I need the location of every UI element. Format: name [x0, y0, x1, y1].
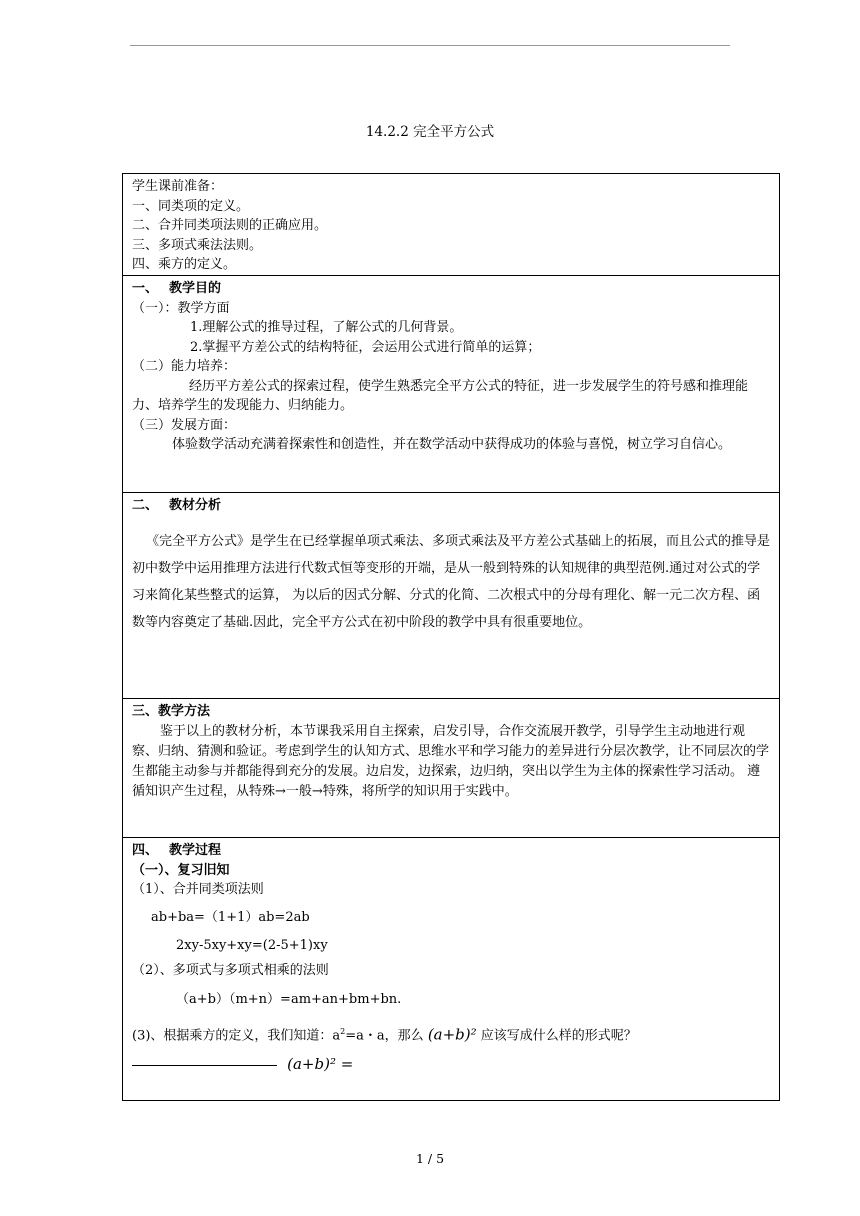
process-heading: 四、 教学过程	[132, 843, 222, 858]
lesson-plan-table	[122, 173, 780, 1101]
equation: ab+ba=（1+1）ab=2ab	[151, 909, 310, 925]
page-title: 14.2.2 完全平方公式	[365, 124, 495, 140]
page-number: 1 / 5	[415, 1151, 445, 1166]
prep-line: 四、乘方的定义。	[132, 257, 237, 272]
q3-middle: =a・a，那么	[345, 1027, 424, 1043]
header-rule	[130, 45, 730, 46]
equation: （a+b）（m+n）=am+an+bm+bn.	[176, 992, 402, 1007]
method-cell	[123, 699, 779, 838]
prep-line: 一、同类项的定义。	[132, 198, 250, 214]
q3-prefix: (3)、根据乘方的定义，我们知道：a	[132, 1027, 341, 1043]
process-cell	[123, 838, 779, 1100]
answer-line	[132, 1055, 770, 1076]
formula-image: (a+b)²	[427, 1024, 477, 1043]
goals-item: 2.掌握平方差公式的结构特征，会运用公式进行简单的运算；	[190, 339, 541, 355]
goals-item: 1.理解公式的推导过程，了解公式的几何背景。	[190, 320, 463, 335]
method-text: 鉴于以上的教材分析，本节课我采用自主探索，启发引导，合作交流展开教学，引导学生主动地进行观察、归纳、猜测和验证。考虑到学生的认知方式、思维水平和学习能力的差异进行分层次教学，让不同层次的学生都能主动参与并都能得到充分的发展。边启发，边探索，边归纳，突出以学生为主体的探索性学习活动。 遵循知识产生过程，从特殊→一般→特殊，将所学的知识用于实践中。	[132, 723, 770, 799]
prep-line: 三、多项式乘法法则。	[132, 237, 263, 253]
prep-cell	[123, 174, 779, 276]
goals-heading: 一、 教学目的	[132, 281, 222, 296]
goals-sub-teaching: （一）：教学方面	[132, 300, 230, 316]
q3-exponent: 2	[340, 1026, 346, 1036]
formula-image: (a+b)² =	[287, 1055, 354, 1074]
prep-line: 学生课前准备：	[132, 179, 224, 194]
q3-suffix: 应该写成什么样的形式呢？	[476, 1027, 637, 1043]
equation: 2xy-5xy+xy=(2-5+1)xy	[176, 938, 328, 953]
process-question-3	[132, 1022, 770, 1046]
analysis-heading: 二、 教材分析	[132, 498, 222, 513]
prep-line: 二、合并同类项法则的正确应用。	[132, 218, 328, 233]
goals-ability-text: 经历平方差公式的探索过程，使学生熟悉完全平方公式的特征，进一步发展学生的符号感和推理能力、培养学生的发现能力、归纳能力。	[132, 378, 749, 413]
analysis-text: 《完全平方公式》是学生在已经掌握单项式乘法、多项式乘法及平方差公式基础上的拓展，而且公式的推导是初中数学中运用推理方法进行代数式恒等变形的开端，是从一般到特殊的认知规律的典型范例.通过对公式的学习来简化某些整式的运算， 为以后的因式分解、分式的化简、二次根式中的分母有理化、解一元二次方程、函数等内容奠定了基础.因此，完全平方公式在初中阶段的教学中具有很重要地位。	[132, 533, 771, 630]
goals-develop-text: 体验数学活动充满着探索性和创造性，并在数学活动中获得成功的体验与喜悦，树立学习自信心。	[172, 437, 732, 452]
process-question: （1）、合并同类项法则	[132, 882, 264, 897]
process-question: （2）、多项式与多项式相乘的法则	[132, 962, 329, 978]
process-review: （一）、复习旧知	[132, 862, 230, 878]
analysis-cell	[123, 493, 779, 699]
method-heading: 三、教学方法	[132, 704, 211, 719]
goals-sub-ability: （二）能力培养：	[132, 359, 237, 374]
answer-blank	[132, 1065, 277, 1066]
goals-sub-develop: （三）发展方面：	[132, 417, 237, 433]
goals-cell	[123, 276, 779, 493]
